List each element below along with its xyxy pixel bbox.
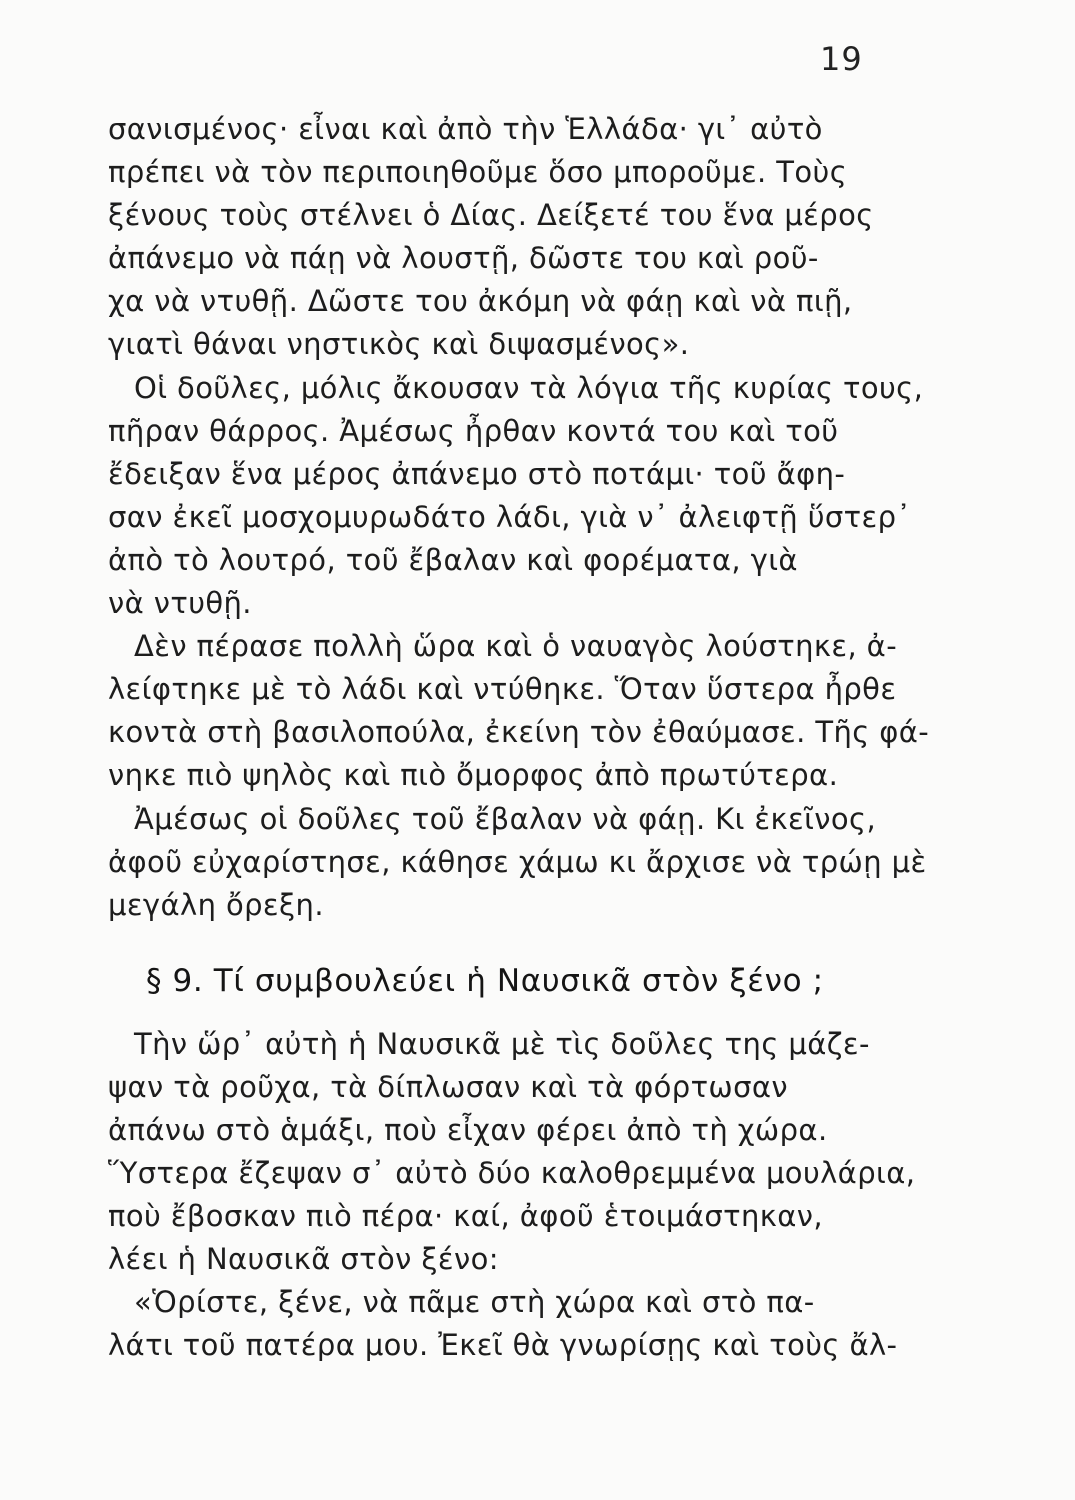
text-line: πῆραν θάρρος. Ἀμέσως ἦρθαν κοντά του καὶ τοῦ <box>108 413 839 448</box>
text-line: ποὺ ἔβοσκαν πιὸ πέρα· καί, ἀφοῦ ἑτοιμάστηκαν, <box>108 1199 824 1234</box>
text-line: ἀπάνεμο νὰ πάῃ νὰ λουστῇ, δῶστε του καὶ ροῦ- <box>108 241 819 276</box>
text-line: γιατὶ θάναι νηστικὸς καὶ διψασμένος». <box>108 327 690 362</box>
text-line: Οἱ δοῦλες, μόλις ἄκουσαν τὰ λόγια τῆς κυρίας τους, <box>134 370 924 405</box>
text-line: «Ὁρίστε, ξένε, νὰ πᾶμε στὴ χώρα καὶ στὸ πα- <box>134 1285 815 1320</box>
text-line: ἀφοῦ εὐχαρίστησε, κάθησε χάμω κι ἄρχισε νὰ τρώῃ μὲ <box>108 844 927 879</box>
text-line: Τὴν ὥρ᾽ αὐτὴ ἡ Ναυσικᾶ μὲ τὶς δοῦλες της μάζε- <box>134 1026 870 1061</box>
text-line: λέει ἡ Ναυσικᾶ στὸν ξένο: <box>108 1242 499 1277</box>
section-heading: § 9. Τί συμβουλεύει ἡ Ναυσικᾶ στὸν ξένο ; <box>146 962 824 999</box>
text-line: ψαν τὰ ροῦχα, τὰ δίπλωσαν καὶ τὰ φόρτωσαν <box>108 1069 789 1104</box>
text-line: πρέπει νὰ τὸν περιποιηθοῦμε ὅσο μποροῦμε. Τοὺς <box>108 155 848 190</box>
text-line: Ὕστερα ἔζεψαν σ᾽ αὐτὸ δύο καλοθρεμμένα μουλάρια, <box>108 1156 916 1191</box>
text-line: Ἀμέσως οἱ δοῦλες τοῦ ἔβαλαν νὰ φάῃ. Κι ἐκεῖνος, <box>134 801 877 836</box>
text-line: Δὲν πέρασε πολλὴ ὥρα καὶ ὁ ναυαγὸς λούστηκε, ἀ- <box>134 629 898 664</box>
text-line: ξένους τοὺς στέλνει ὁ Δίας. Δείξετέ του ἕνα μέρος <box>108 198 874 233</box>
text-line: ἀπάνω στὸ ἁμάξι, ποὺ εἶχαν φέρει ἀπὸ τὴ χώρα. <box>108 1112 828 1147</box>
text-line: λάτι τοῦ πατέρα μου. Ἐκεῖ θὰ γνωρίσῃς καὶ τοὺς ἄλ- <box>108 1328 898 1363</box>
page-number: 19 <box>820 40 863 78</box>
text-line: ἀπὸ τὸ λουτρό, τοῦ ἔβαλαν καὶ φορέματα, γιὰ <box>108 542 798 577</box>
text-line: χα νὰ ντυθῇ. Δῶστε του ἀκόμη νὰ φάῃ καὶ νὰ πιῇ, <box>108 284 853 319</box>
text-line: ἔδειξαν ἕνα μέρος ἀπάνεμο στὸ ποτάμι· τοῦ ἄφη- <box>108 456 846 491</box>
body-text <box>108 108 928 1368</box>
text-line: μεγάλη ὄρεξη. <box>108 887 324 922</box>
text-line: νηκε πιὸ ψηλὸς καὶ πιὸ ὄμορφος ἀπὸ πρωτύτερα. <box>108 758 839 793</box>
text-line: σανισμένος· εἶναι καὶ ἀπὸ τὴν Ἑλλάδα· γι᾽ αὐτὸ <box>108 112 823 146</box>
text-line: κοντὰ στὴ βασιλοπούλα, ἐκείνη τὸν ἐθαύμασε. Τῆς φά- <box>108 715 930 750</box>
text-line: λείφτηκε μὲ τὸ λάδι καὶ ντύθηκε. Ὅταν ὕστερα ἦρθε <box>108 672 897 707</box>
text-line: νὰ ντυθῇ. <box>108 586 252 621</box>
text-line: σαν ἐκεῖ μοσχομυρωδάτο λάδι, γιὰ ν᾽ ἀλειφτῇ ὕστερ᾽ <box>108 499 912 534</box>
